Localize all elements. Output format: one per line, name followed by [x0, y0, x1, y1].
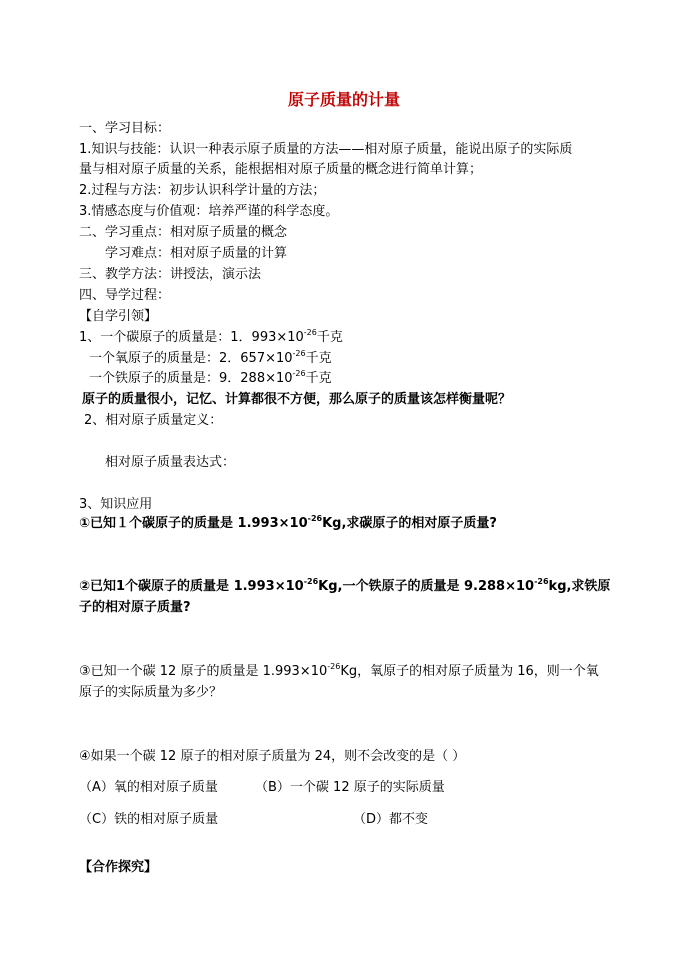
self-study-heading: 【自学引领】 — [79, 309, 158, 324]
document-title: 原子质量的计量 — [287, 90, 400, 109]
exercise-3-line-2: 原子的实际质量为多少？ — [79, 685, 223, 700]
objective-knowledge-line-1: 1.知识与技能：认识一种表示原子质量的方法——相对原子质量，能说出原子的实际质 — [79, 142, 573, 157]
mass-question: 原子的质量很小，记忆、计算都很不方便，那么原子的质量该怎样衡量呢？ — [82, 392, 512, 407]
objective-process: 2.过程与方法：初步认识科学计量的方法； — [79, 183, 326, 198]
exercise-2-line-2: 子的相对原子质量? — [79, 600, 191, 615]
exercise-4-option-b: （B）一个碳 12 原子的实际质量 — [255, 780, 445, 795]
exercise-2-line-1: ②已知1个碳原子的质量是 $1.993\times 10^{-26}Kg$,一个铁原子的质量是 $9.288\times 10^{-26}kg$,求铁原 — [79, 576, 611, 594]
section-4-heading: 四、导学过程： — [79, 288, 171, 303]
exercise-3-line-1: ③已知一个碳 12 原子的质量是 $1.993\times 10^{-26}Kg$，氧原子的相对原子质量为 16，则一个氧 — [79, 661, 599, 679]
section-1-heading: 一、学习目标： — [79, 121, 171, 136]
objective-attitude: 3.情感态度与价值观：培养严谨的科学态度。 — [79, 204, 339, 219]
expression-prompt: 相对原子质量表达式： — [105, 455, 236, 470]
objective-knowledge-line-2: 量与相对原子质量的关系，能根据相对原子质量的概念进行简单计算； — [79, 162, 483, 177]
carbon-mass-line: 1、一个碳原子的质量是：1．$993\times 10^{-26}$千克 — [79, 327, 343, 345]
key-point: 二、学习重点：相对原子质量的概念 — [79, 225, 288, 240]
difficult-point: 学习难点：相对原子质量的计算 — [105, 246, 288, 261]
application-heading: 3、知识应用 — [79, 497, 153, 512]
exercise-4-question: ④如果一个碳 12 原子的相对原子质量为 24，则不会改变的是（ ） — [79, 749, 466, 764]
teaching-method: 三、教学方法：讲授法，演示法 — [79, 267, 262, 282]
definition-prompt: 2、相对原子质量定义： — [84, 413, 223, 428]
exercise-4-option-c: （C）铁的相对原子质量 — [79, 812, 219, 827]
exercise-4-option-d: （D）都不变 — [353, 812, 429, 827]
oxygen-mass-line: 一个氧原子的质量是：2．$657\times 10^{-26}$千克 — [89, 348, 332, 366]
cooperation-heading: 【合作探究】 — [79, 860, 158, 875]
exercise-4-option-a: （A）氧的相对原子质量 — [79, 780, 218, 795]
iron-mass-line: 一个铁原子的质量是：9．$288\times 10^{-26}$千克 — [89, 368, 332, 386]
exercise-1: ①已知１个碳原子的质量是 $1.993\times 10^{-26}Kg$,求碳原子的相对原子质量? — [79, 513, 497, 531]
